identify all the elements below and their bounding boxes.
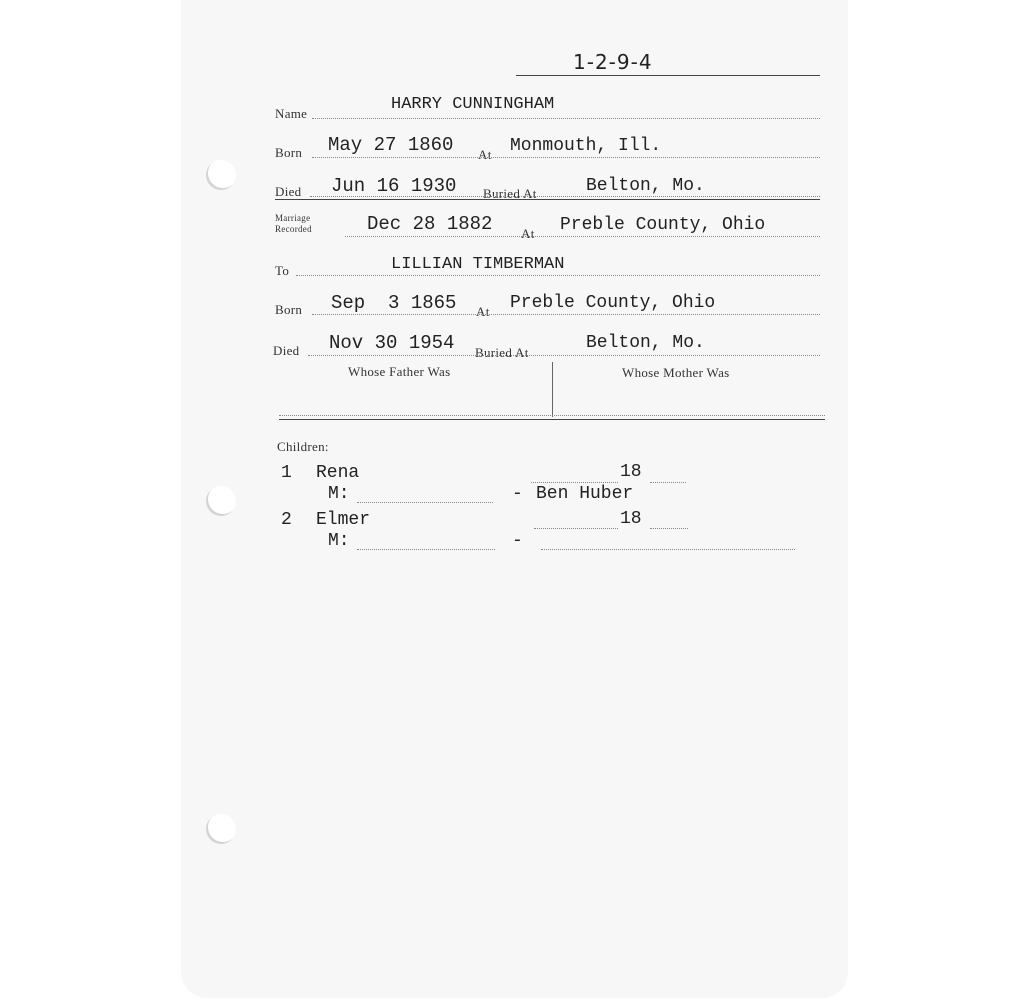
to-label: To (275, 263, 290, 278)
name-label: Name (275, 106, 308, 121)
spouse-born-date: Sep 3 1865 (331, 292, 457, 314)
child-married-line (357, 549, 495, 550)
parents-divider (552, 362, 553, 417)
spouse-died-label: Died (273, 343, 300, 358)
child-spouse: Ben Huber (536, 484, 634, 504)
born-at-label: At (478, 147, 492, 162)
spouse-born-place: Preble County, Ohio (510, 293, 716, 313)
section-divider-bottom (279, 419, 825, 420)
name-line (312, 118, 820, 119)
child-spouse-line (541, 549, 795, 550)
child-married-dash: - (512, 531, 523, 551)
children-label: Children: (277, 439, 329, 454)
spouse-name: LILLIAN TIMBERMAN (391, 255, 565, 274)
whose-father-was-label: Whose Father Was (348, 364, 451, 379)
child-married-label: M: (328, 531, 350, 551)
person-born-date: May 27 1860 (328, 134, 454, 156)
spouse-born-line (312, 314, 820, 315)
child-date-line (531, 482, 618, 483)
child-married-dash: - (512, 484, 523, 504)
born-line (312, 157, 820, 158)
person-name: HARRY CUNNINGHAM (391, 95, 555, 114)
child-year: 18 (620, 462, 642, 482)
child-date-line (534, 528, 618, 529)
card-number-underline (516, 75, 820, 76)
marriage-date: Dec 28 1882 (367, 213, 493, 235)
person-buried-at: Belton, Mo. (586, 176, 705, 196)
marriage-line (345, 236, 820, 237)
buried-at-label: Buried At (483, 186, 537, 201)
person-born-place: Monmouth, Ill. (510, 136, 662, 156)
child-number: 2 (281, 510, 292, 530)
marriage-at-label: At (521, 226, 535, 241)
person-died-date: Jun 16 1930 (331, 175, 457, 197)
card-number: 1-2-9-4 (573, 50, 653, 74)
spouse-born-label: Born (275, 302, 303, 317)
binder-hole-bottom (206, 814, 236, 844)
whose-mother-was-label: Whose Mother Was (622, 365, 730, 380)
spouse-buried-at-label: Buried At (475, 345, 529, 360)
child-year-line (650, 528, 688, 529)
marriage-place: Preble County, Ohio (560, 215, 766, 235)
child-number: 1 (281, 463, 292, 483)
spouse-died-line (308, 355, 820, 356)
marriage-recorded-label: Marriage Recorded (275, 213, 312, 234)
binder-hole-top (206, 160, 236, 190)
child-married-label: M: (328, 484, 350, 504)
born-label: Born (275, 145, 303, 160)
child-year-line (650, 482, 686, 483)
child-name: Elmer (316, 510, 371, 530)
spouse-born-at-label: At (476, 304, 490, 319)
section-divider-top (275, 199, 820, 200)
child-married-line (357, 502, 493, 503)
child-year: 18 (620, 509, 642, 529)
died-label: Died (275, 184, 302, 199)
parents-line (279, 415, 825, 416)
child-name: Rena (316, 463, 360, 483)
to-line (296, 275, 820, 276)
spouse-buried-at: Belton, Mo. (586, 333, 705, 353)
binder-hole-middle (206, 486, 236, 516)
spouse-died-date: Nov 30 1954 (329, 332, 455, 354)
